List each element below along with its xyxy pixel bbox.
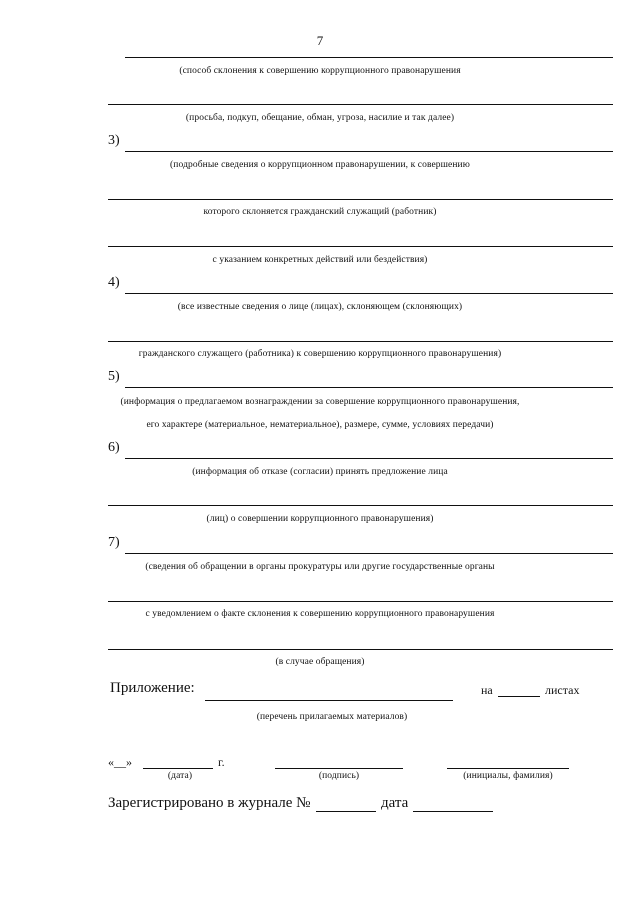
caption: с уведомлением о факте склонения к совершению коррупционного правонарушения	[145, 609, 495, 619]
signature-line[interactable]	[275, 768, 403, 769]
caption: (в случае обращения)	[275, 657, 365, 667]
registration-number-line[interactable]	[316, 811, 376, 812]
item-number: 5)	[108, 369, 120, 384]
attachment-sheets: листах	[545, 683, 580, 697]
caption: (информация о предлагаемом вознаграждении за совершение коррупционного правонарушения,	[120, 397, 520, 407]
page-number: 7	[316, 33, 324, 48]
attachment-line[interactable]	[205, 700, 453, 701]
attachment-on: на	[481, 683, 493, 697]
date-quote: «__»	[108, 755, 132, 769]
item-number: 3)	[108, 133, 120, 148]
sheets-count-line[interactable]	[498, 696, 540, 697]
fill-line[interactable]	[125, 293, 613, 294]
registration-text: Зарегистрировано в журнале №	[108, 795, 311, 811]
caption: (информация об отказе (согласии) принять предложение лица	[192, 467, 448, 477]
name-caption: (инициалы, фамилия)	[463, 771, 553, 781]
caption: (подробные сведения о коррупционном правонарушении, к совершению	[170, 160, 470, 170]
fill-line[interactable]	[125, 553, 613, 554]
fill-line[interactable]	[125, 458, 613, 459]
caption: (лиц) о совершении коррупционного правонарушения)	[206, 514, 434, 524]
fill-line[interactable]	[108, 246, 613, 247]
fill-line[interactable]	[108, 199, 613, 200]
item-number: 7)	[108, 535, 120, 550]
item-number: 6)	[108, 440, 120, 455]
caption: с указанием конкретных действий или бездействия)	[212, 255, 428, 265]
year-label: г.	[218, 755, 225, 769]
fill-line[interactable]	[125, 151, 613, 152]
fill-line[interactable]	[108, 341, 613, 342]
caption: (все известные сведения о лице (лицах), склоняющем (склоняющих)	[177, 302, 463, 312]
fill-line[interactable]	[108, 649, 613, 650]
registration-date-label: дата	[381, 795, 409, 811]
name-line[interactable]	[447, 768, 569, 769]
caption: которого склоняется гражданский служащий (работник)	[203, 207, 437, 217]
date-caption: (дата)	[167, 771, 193, 781]
caption: (способ склонения к совершению коррупционного правонарушения	[179, 66, 461, 76]
date-line[interactable]	[143, 768, 213, 769]
caption: гражданского служащего (работника) к совершению коррупционного правонарушения)	[138, 349, 502, 359]
caption: (сведения об обращении в органы прокуратуры или другие государственные органы	[145, 562, 495, 572]
attachment-caption: (перечень прилагаемых материалов)	[256, 712, 408, 722]
caption: его характере (материальное, нематериальное), размере, сумме, условиях передачи)	[146, 420, 494, 430]
fill-line[interactable]	[125, 387, 613, 388]
fill-line[interactable]	[108, 505, 613, 506]
caption: (просьба, подкуп, обещание, обман, угроза, насилие и так далее)	[185, 113, 455, 123]
fill-line[interactable]	[125, 57, 613, 58]
attachment-label: Приложение:	[110, 680, 195, 696]
item-number: 4)	[108, 275, 120, 290]
signature-caption: (подпись)	[318, 771, 360, 781]
fill-line[interactable]	[108, 601, 613, 602]
registration-date-line[interactable]	[413, 811, 493, 812]
fill-line[interactable]	[108, 104, 613, 105]
